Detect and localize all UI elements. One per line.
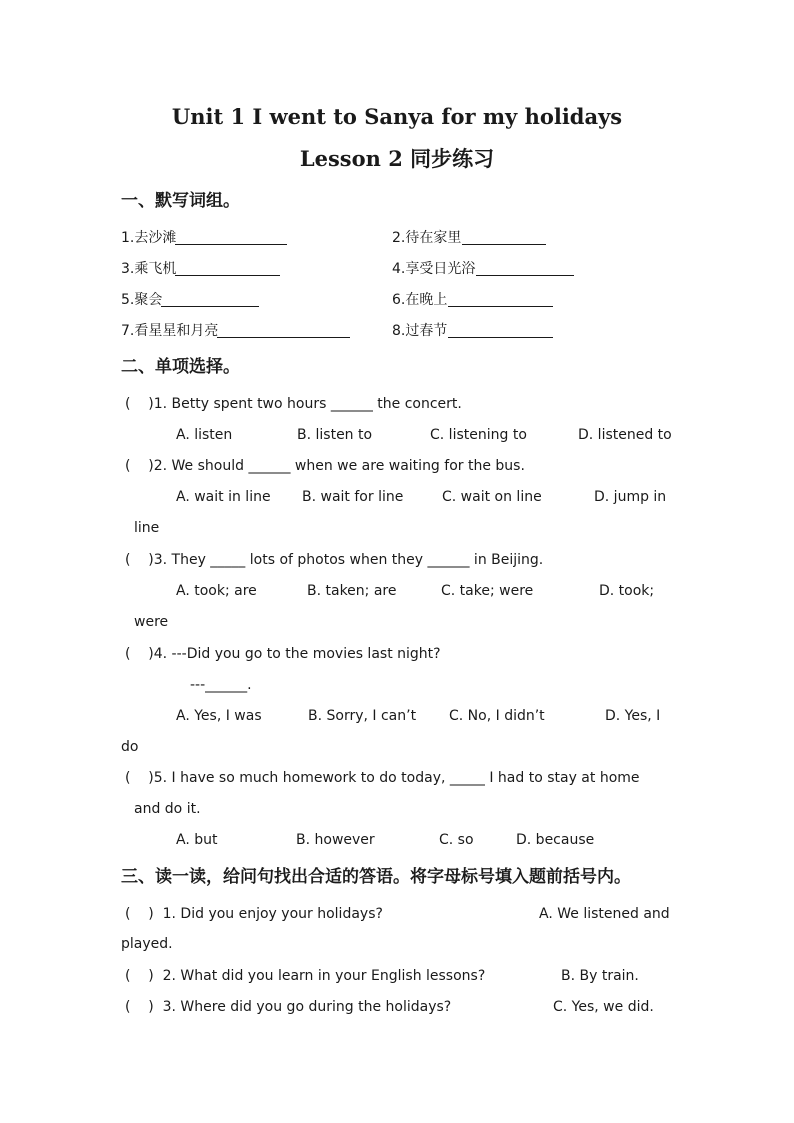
section-heading-matching: 三、读一读，给问句找出合适的答语。将字母标号填入题前括号内。 (121, 867, 631, 887)
mc-question-2: ( )2. We should ______ when we are waiting for the bus. (125, 458, 525, 474)
mc-q2-option-d: D. jump in (594, 489, 667, 505)
answer-blank-4[interactable] (476, 275, 574, 276)
vocab-item-1: 1.去沙滩 (121, 230, 177, 246)
mc-q1-option-d: D. listened to (578, 427, 672, 443)
mc-q2-option-b: B. wait for line (302, 489, 404, 505)
match-answer-a: A. We listened and (539, 906, 670, 922)
mc-question-3: ( )3. They _____ lots of photos when they ______ in Beijing. (125, 552, 544, 568)
vocab-item-5: 5.聚会 (121, 292, 163, 308)
section-heading-vocabulary: 一、默写词组。 (121, 191, 240, 211)
mc-question-1: ( )1. Betty spent two hours ______ the concert. (125, 396, 462, 412)
mc-q4-option-d-continued: do (121, 739, 139, 755)
answer-blank-2[interactable] (462, 244, 546, 245)
page-subtitle: Lesson 2 同步练习 (299, 146, 495, 171)
mc-q3-option-d-continued: were (134, 614, 169, 630)
mc-q5-option-d: D. because (516, 832, 595, 848)
mc-question-5: ( )5. I have so much homework to do today, _____ I had to stay at home (125, 770, 640, 786)
answer-blank-5[interactable] (161, 306, 259, 307)
mc-q2-option-d-continued: line (134, 520, 160, 536)
vocab-item-2: 2.待在家里 (392, 230, 462, 246)
mc-q3-option-a: A. took; are (176, 583, 257, 599)
answer-blank-8[interactable] (448, 337, 553, 338)
match-answer-b: B. By train. (561, 968, 639, 984)
answer-blank-6[interactable] (448, 306, 553, 307)
match-answer-a-continued: played. (121, 936, 173, 952)
mc-q1-option-c: C. listening to (430, 427, 527, 443)
mc-q4-option-c: C. No, I didn’t (449, 708, 545, 724)
mc-q3-option-c: C. take; were (441, 583, 534, 599)
mc-q5-option-b: B. however (296, 832, 375, 848)
section-heading-multiple-choice: 二、单项选择。 (121, 357, 240, 377)
mc-q3-option-b: B. taken; are (307, 583, 397, 599)
match-answer-c: C. Yes, we did. (553, 999, 654, 1015)
answer-blank-1[interactable] (175, 244, 287, 245)
match-question-2: ( ) 2. What did you learn in your English lessons? (125, 968, 486, 984)
mc-question-4: ( )4. ---Did you go to the movies last night? (125, 646, 441, 662)
mc-q1-option-b: B. listen to (297, 427, 373, 443)
mc-q4-option-d: D. Yes, I (605, 708, 661, 724)
vocab-item-4: 4.享受日光浴 (392, 261, 476, 277)
mc-q5-option-c: C. so (439, 832, 474, 848)
mc-q1-option-a: A. listen (176, 427, 233, 443)
mc-q5-option-a: A. but (176, 832, 218, 848)
mc-q4-option-a: A. Yes, I was (176, 708, 262, 724)
mc-q4-reply: ---______. (190, 677, 252, 693)
mc-q2-option-a: A. wait in line (176, 489, 271, 505)
match-question-3: ( ) 3. Where did you go during the holidays? (125, 999, 452, 1015)
vocab-item-6: 6.在晚上 (392, 292, 448, 308)
page-title: Unit 1 I went to Sanya for my holidays (171, 104, 623, 129)
vocab-item-7: 7.看星星和月亮 (121, 323, 219, 339)
vocab-item-3: 3.乘飞机 (121, 261, 177, 277)
match-question-1: ( ) 1. Did you enjoy your holidays? (125, 906, 383, 922)
mc-question-5-continued: and do it. (134, 801, 201, 817)
mc-q2-option-c: C. wait on line (442, 489, 542, 505)
vocab-item-8: 8.过春节 (392, 323, 448, 339)
mc-q4-option-b: B. Sorry, I can’t (308, 708, 417, 724)
answer-blank-7[interactable] (217, 337, 350, 338)
answer-blank-3[interactable] (175, 275, 280, 276)
mc-q3-option-d: D. took; (599, 583, 655, 599)
